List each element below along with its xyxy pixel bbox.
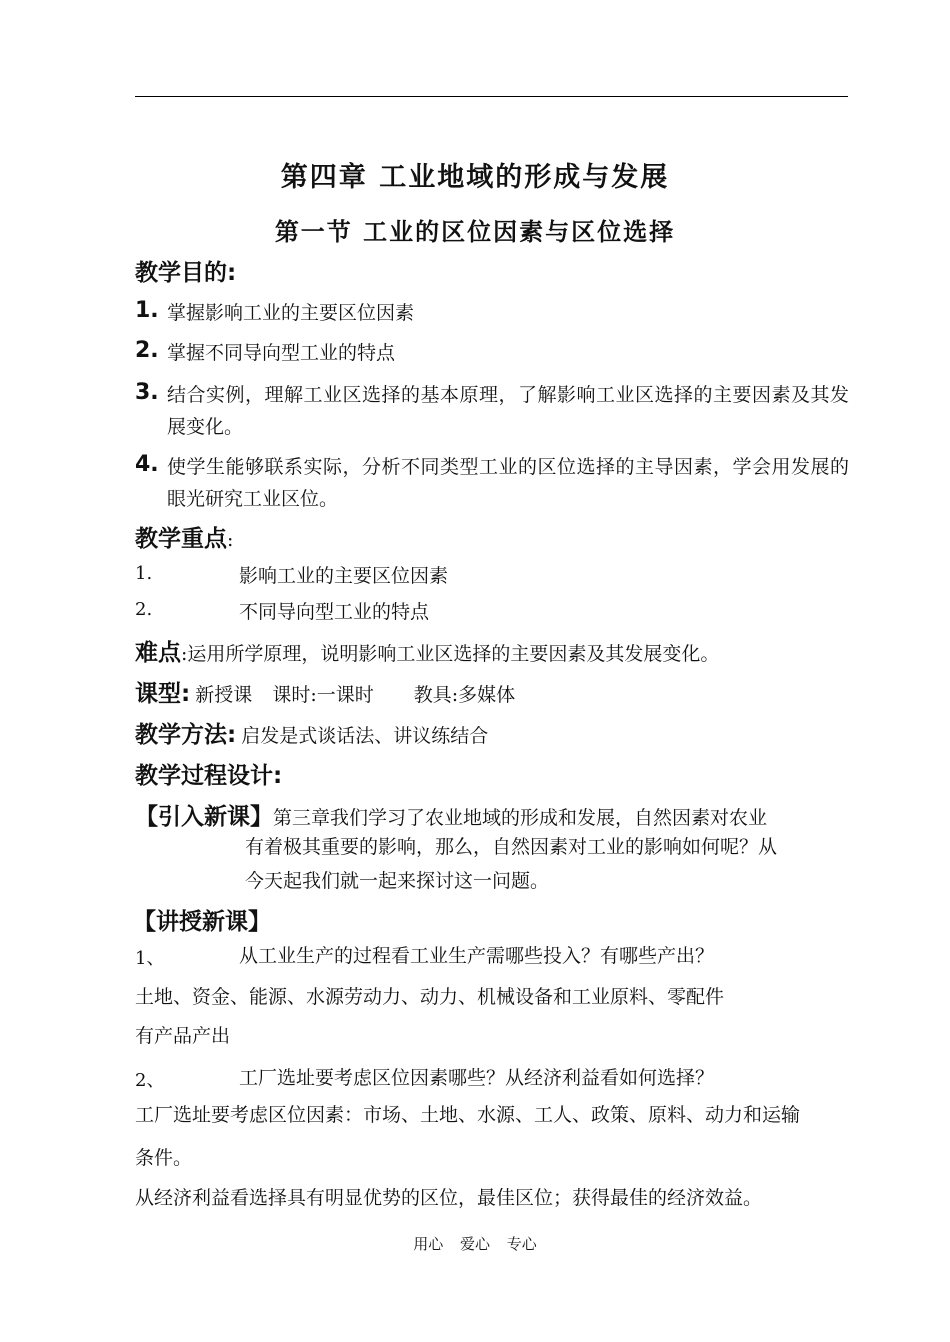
intro-label: 【引入新课】: [135, 804, 273, 830]
lecture-q2-num: 2、: [135, 1070, 165, 1091]
lesson-type-row: [135, 675, 848, 711]
objective-num-3: 3.: [135, 380, 159, 405]
intro-line-2: 有着极其重要的影响，那么，自然因素对工业的影响如何呢？从: [245, 836, 778, 858]
objective-num-4: 4.: [135, 452, 159, 477]
lecture-q1-num: 1、: [135, 948, 165, 969]
lecture-a1-line-1: 土地、资金、能源、水源劳动力、动力、机械设备和工业原料、零配件: [135, 986, 725, 1008]
lesson-type-value: 新授课: [195, 684, 253, 706]
lecture-a1-line-2: 有产品产出: [135, 1025, 231, 1047]
objectives-heading: 教学目的:: [135, 260, 237, 286]
intro-line-1: 第三章我们学习了农业地域的形成和发展，自然因素对农业: [273, 807, 768, 829]
key-point-text-2: 不同导向型工业的特点: [239, 601, 430, 623]
lesson-tools-label: 教具:: [413, 684, 459, 706]
key-points-label: 教学重点: [135, 526, 227, 552]
lecture-a2-line-1: 工厂选址要考虑区位因素：市场、土地、水源、工人、政策、原料、动力和运输: [135, 1104, 801, 1126]
difficulty-colon: :: [181, 643, 188, 665]
method-text: 启发是式谈话法、讲议练结合: [241, 725, 489, 747]
page-footer: [0, 1233, 950, 1254]
method-row: [135, 716, 848, 752]
lesson-type-label: 课型:: [135, 681, 191, 707]
lesson-period-label: 课时:: [272, 684, 317, 706]
lecture-q1-text: 从工业生产的过程看工业生产需哪些投入？有哪些产出？: [239, 945, 715, 967]
lesson-tools-value: 多媒体: [458, 684, 516, 706]
objective-text-1: 掌握影响工业的主要区位因素: [167, 302, 415, 324]
difficulty-row: [135, 634, 848, 670]
footer-word-3: 专心: [506, 1235, 537, 1253]
lesson-period-value: 一课时: [316, 684, 374, 706]
key-point-text-1: 影响工业的主要区位因素: [239, 565, 449, 587]
difficulty-label: 难点: [135, 640, 181, 666]
objective-text-3: 结合实例，理解工业区选择的基本原理，了解影响工业区选择的主要因素及其发展变化。: [167, 384, 849, 438]
difficulty-text: 运用所学原理，说明影响工业区选择的主要因素及其发展变化。: [187, 643, 720, 665]
section-title: 第一节 工业的区位因素与区位选择: [274, 217, 676, 246]
lecture-a2-line-2: 条件。: [135, 1147, 193, 1169]
lecture-a2-line-3: 从经济利益看选择具有明显优势的区位，最佳区位；获得最佳的经济效益。: [135, 1187, 763, 1209]
key-point-num-2: 2.: [135, 599, 153, 620]
footer-word-1: 用心: [413, 1235, 444, 1253]
objective-text-2: 掌握不同导向型工业的特点: [167, 342, 396, 364]
chapter-title: 第四章 工业地域的形成与发展: [280, 162, 670, 193]
intro-line-3: 今天起我们就一起来探讨这一问题。: [245, 870, 550, 892]
key-points-colon: :: [227, 529, 234, 551]
key-points-heading: [135, 520, 848, 556]
lecture-q2-text: 工厂选址要考虑区位因素哪些？从经济利益看如何选择？: [239, 1067, 715, 1089]
objective-num-1: 1.: [135, 298, 159, 323]
key-point-num-1: 1.: [135, 563, 153, 584]
objective-num-2: 2.: [135, 338, 159, 363]
footer-word-2: 爱心: [459, 1235, 490, 1253]
header-rule: [135, 96, 848, 97]
process-heading: 教学过程设计:: [135, 763, 283, 789]
intro-row: [135, 798, 848, 834]
method-label: 教学方法:: [135, 722, 237, 748]
lecture-label: 【讲授新课】: [133, 909, 271, 935]
objective-text-4: 使学生能够联系实际，分析不同类型工业的区位选择的主导因素，学会用发展的眼光研究工业区位。: [167, 456, 849, 510]
